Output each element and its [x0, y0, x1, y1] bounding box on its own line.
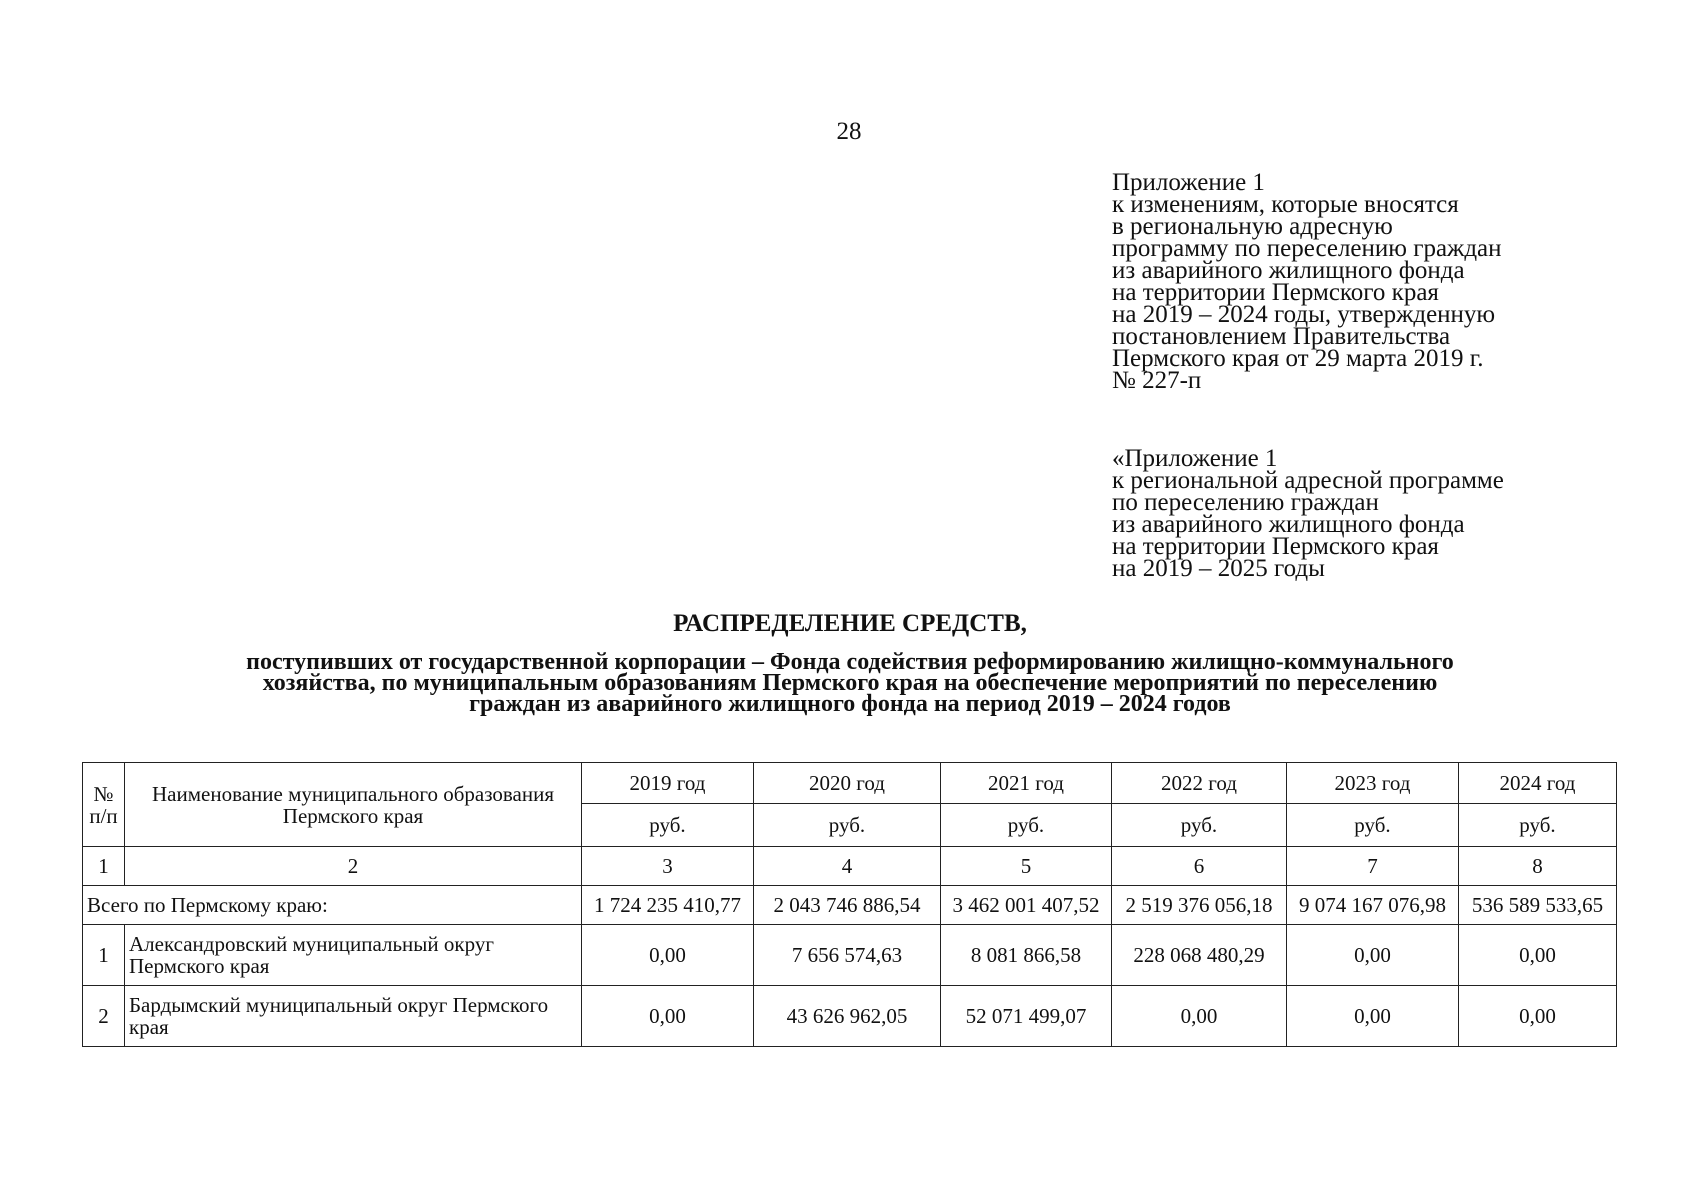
- total-value: 536 589 533,65: [1459, 886, 1617, 925]
- appendix-line: «Приложение 1: [1112, 445, 1278, 472]
- appendix-line: к изменениям, которые вносятся: [1112, 191, 1459, 218]
- total-label: Всего по Пермскому краю:: [83, 886, 582, 925]
- column-number: 4: [754, 847, 941, 886]
- header-year: 2020 год: [754, 763, 941, 804]
- row-value: 8 081 866,58: [941, 925, 1112, 986]
- appendix-line: из аварийного жилищного фонда: [1112, 511, 1465, 538]
- appendix-note-amendments: [1112, 169, 1632, 394]
- row-value: 43 626 962,05: [754, 986, 941, 1047]
- row-value: 52 071 499,07: [941, 986, 1112, 1047]
- subheading-line: граждан из аварийного жилищного фонда на период 2019 – 2024 годов: [469, 691, 1231, 717]
- appendix-line: Приложение 1: [1112, 169, 1265, 196]
- header-year: 2023 год: [1287, 763, 1459, 804]
- header-year: 2024 год: [1459, 763, 1617, 804]
- total-value: 3 462 001 407,52: [941, 886, 1112, 925]
- appendix-line: на 2019 – 2024 годы, утвержденную: [1112, 301, 1496, 328]
- total-row: [83, 886, 1617, 925]
- document-subheading: [100, 649, 1600, 717]
- total-value: 9 074 167 076,98: [1287, 886, 1459, 925]
- document-heading: РАСПРЕДЕЛЕНИЕ СРЕДСТВ,: [673, 610, 1027, 637]
- column-number: 5: [941, 847, 1112, 886]
- row-value: 0,00: [1459, 925, 1617, 986]
- appendix-line: из аварийного жилищного фонда: [1112, 257, 1465, 284]
- appendix-line: постановлением Правительства: [1112, 323, 1451, 350]
- table-row: [83, 986, 1617, 1047]
- appendix-line: № 227-п: [1112, 367, 1202, 394]
- row-value: 0,00: [582, 986, 754, 1047]
- header-unit: руб.: [941, 804, 1112, 847]
- appendix-line: на территории Пермского края: [1112, 279, 1439, 306]
- row-value: 0,00: [1287, 925, 1459, 986]
- header-municipality-name: Наименование муниципального образования Пермского края: [125, 763, 582, 847]
- row-value: 228 068 480,29: [1112, 925, 1287, 986]
- header-number: № п/п: [83, 763, 125, 847]
- row-number: 2: [83, 986, 125, 1047]
- header-unit: руб.: [754, 804, 941, 847]
- header-year: 2019 год: [582, 763, 754, 804]
- header-unit: руб.: [1287, 804, 1459, 847]
- header-unit: руб.: [1112, 804, 1287, 847]
- column-number-row: [83, 847, 1617, 886]
- column-number: 2: [125, 847, 582, 886]
- row-municipality-name: Бардымский муниципальный округ Пермского края: [125, 986, 582, 1047]
- appendix-line: программу по переселению граждан: [1112, 235, 1502, 262]
- header-unit: руб.: [1459, 804, 1617, 847]
- row-value: 0,00: [1112, 986, 1287, 1047]
- appendix-line: по переселению граждан: [1112, 489, 1379, 516]
- total-value: 2 519 376 056,18: [1112, 886, 1287, 925]
- column-number: 7: [1287, 847, 1459, 886]
- appendix-line: на территории Пермского края: [1112, 533, 1439, 560]
- row-value: 7 656 574,63: [754, 925, 941, 986]
- header-year: 2022 год: [1112, 763, 1287, 804]
- column-number: 6: [1112, 847, 1287, 886]
- appendix-line: Пермского края от 29 марта 2019 г.: [1112, 345, 1484, 372]
- row-value: 0,00: [582, 925, 754, 986]
- distribution-table: [82, 762, 1617, 1047]
- header-year: 2021 год: [941, 763, 1112, 804]
- appendix-line: в региональную адресную: [1112, 213, 1393, 240]
- row-value: 0,00: [1459, 986, 1617, 1047]
- column-number: 1: [83, 847, 125, 886]
- total-value: 1 724 235 410,77: [582, 886, 754, 925]
- column-number: 3: [582, 847, 754, 886]
- appendix-line: на 2019 – 2025 годы: [1112, 555, 1325, 582]
- column-number: 8: [1459, 847, 1617, 886]
- appendix-line: к региональной адресной программе: [1112, 467, 1504, 494]
- row-value: 0,00: [1287, 986, 1459, 1047]
- row-number: 1: [83, 925, 125, 986]
- table-row: [83, 925, 1617, 986]
- row-municipality-name: Александровский муниципальный округ Пермского края: [125, 925, 582, 986]
- page-number: 28: [836, 118, 862, 145]
- table-header-row: [83, 763, 1617, 804]
- subheading-line: хозяйства, по муниципальным образованиям Пермского края на обеспечение мероприятий по переселению: [262, 670, 1438, 696]
- subheading-line: поступивших от государственной корпорации – Фонда содействия реформированию жилищно-коммунального: [246, 649, 1454, 675]
- header-unit: руб.: [582, 804, 754, 847]
- total-value: 2 043 746 886,54: [754, 886, 941, 925]
- appendix-note-program: [1112, 445, 1632, 582]
